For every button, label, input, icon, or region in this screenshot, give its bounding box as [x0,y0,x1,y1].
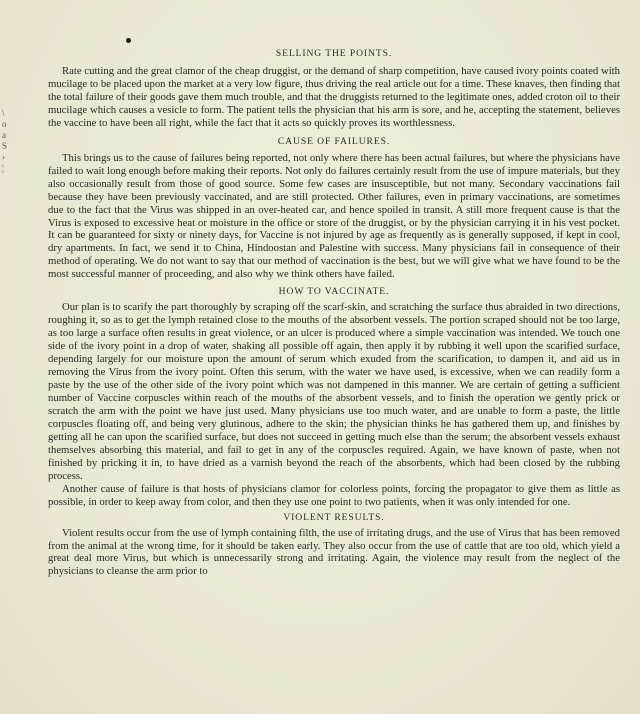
section-heading-vaccinate: HOW TO VACCINATE. [278,286,390,298]
margin-mark: a [2,130,6,140]
margin-mark: \ [2,108,5,118]
margin-marks [2,108,12,174]
margin-mark: ¦ [2,163,4,173]
document-body [48,48,620,578]
paragraph-colorless-points: Another cause of failure is that hosts of physicians clamor for colorless points, forcing the propagator to give them as little as possible, in order to keep away from color, and then they use one point to two patients, when it was only intended for one. [48,482,620,508]
paragraph-violent: Violent results occur from the use of lymph containing filth, the use of irritating drugs, and the use of Virus that has been removed from the animal at the wrong time, for it should be taken early. They also occur from the use of cattle that are too old, which yield a great deal more Virus, but which is unnecessarily strong and irritating. Again, the violence may result from the neglect of the physicians to cleanse the arm prior to [48,526,620,578]
paragraph-vaccinate: Our plan is to scarify the part thoroughly by scraping off the scarf-skin, and scratching the surface thus abraided in two directions, roughing it, so as to get the lymph retained close to the mouths of the absorbent vessels. The portion scraped should not be too large, as too large a surface often results in great violence, or an ulcer is produced where a simple vaccination was intended. We touch one side of the ivory point in a drop of water, shaking all possible off again, then apply it by rubbing it well upon the scarified surface, depending largely for our moisture upon the amount of serum which exuded from the scarification, to dampen it, and aid us in removing the Virus from the ivory point. Often this serum, with the water we have used, is excessive, when we can readily form a paste by the use of the other side of the ivory point which was not dampened in this manner. We are certain of getting a sufficient number of Vaccine corpuscles within reach of the mouths of the absorbent vessels, and to finish the operation we gently prick or scratch the arm with the point we have just used. Many physicians use too much water, and are unable to form a paste, the little corpuscles floating off, and being very glutinous, adhere to the skin; the physician thinks he has gathered them up, and finishes by getting all he can upon the scarified surface, but does not succeed in getting much else than the serum; the absorbent vessels exhaust themselves absorbing this material, and fail to get in any of the corpuscles required. Again, we have known of paste, when not finished by pricking it in, to have dried as a varnish beyond the reach of the absorbents, which had been closed by the rubbing process. [48,301,620,482]
margin-mark: S [2,141,8,151]
paragraph-selling: Rate cutting and the great clamor of the cheap druggist, or the demand of sharp competition, have caused ivory points coated with mucilage to be placed upon the market at a very low figure, thus driving the real article out for a time. These knaves, then finding that the total failure of their goods gave them much trouble, and that the druggists returned to the legitimate ones, added croton oil to their mucilage which causes a vesicle to form. The patient tells the physician that his arm is sore, and he, accepting the statement, believes the vaccine to have been all right, while the fact that it acts so quickly proves its worthlessness. [48,65,620,129]
margin-mark: o [2,119,7,129]
ink-dot [126,38,131,43]
margin-mark: › [2,152,5,162]
section-heading-selling: SELLING THE POINTS. [275,48,393,59]
paragraph-failures: This brings us to the cause of failures being reported, not only where there has been actual failures, but where the physicians have failed to wait long enough before making their reports. Not only do failures certainly result from the use of impure materials, but they also occasionally result from those of good source. Some few cases are insusceptible, but not many. Secondary vaccinations fail because they have been previously vaccinated, and are still protected. Other failures, even in primary vaccinations, are sometimes due to the fact that the Virus was shipped in an over-heated car, and hence spoiled in transit. A still more frequent cause is that the Virus is exposed to excessive heat or moisture in the office or store of the druggist, or by the physician carrying it in his vest pocket. It can be guaranteed for sixty or ninety days, for Vaccine is not injured by age as frequently as is generally supposed, if kept in cool, dry apartments. In fact, we send it to China, Hindoostan and Palestine with success. Many physicians fail in consequence of their method of operating. We do not want to say that our method of vaccination is the best, but we will give what we have found to be the most successful manner of proceeding, and also why we think others have failed. [48,151,620,281]
section-heading-failures: CAUSE OF FAILURES. [277,135,391,147]
section-heading-violent: VIOLENT RESULTS. [283,511,385,523]
